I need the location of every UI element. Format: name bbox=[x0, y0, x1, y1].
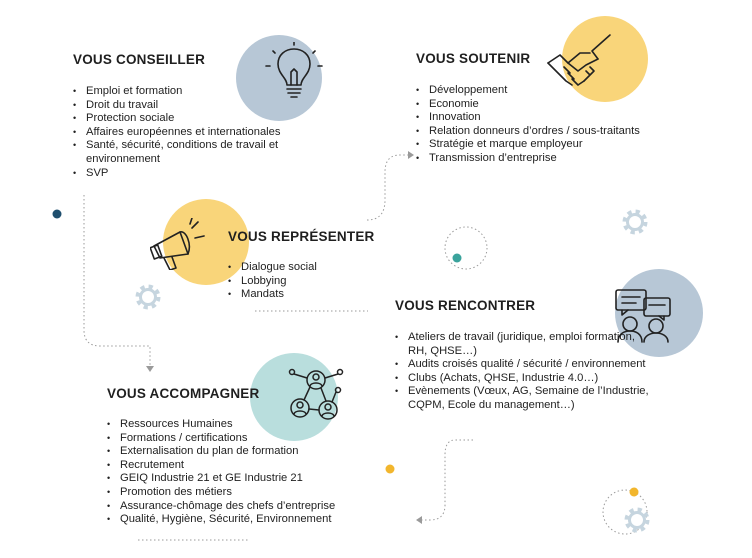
navy-dot bbox=[53, 210, 62, 219]
arrowhead bbox=[146, 366, 154, 372]
list-item: • Stratégie et marque employeur bbox=[416, 138, 716, 152]
megaphone-icon bbox=[150, 218, 208, 270]
connector-conseiller-accompagner bbox=[84, 195, 150, 368]
list-item: • Assurance-chômage des chefs d’entreprise bbox=[107, 500, 387, 514]
conseiller-title: VOUS CONSEILLER bbox=[73, 52, 206, 67]
list-item: • Formations / certifications bbox=[107, 432, 387, 446]
network-people-icon bbox=[286, 364, 344, 426]
list-item: • Protection sociale bbox=[73, 112, 318, 126]
list-item: • Innovation bbox=[416, 111, 716, 125]
list-item: • Affaires européennes et internationales bbox=[73, 126, 318, 140]
soutenir-list bbox=[416, 84, 716, 166]
list-item: • Promotion des métiers bbox=[107, 486, 387, 500]
conseiller-list bbox=[73, 85, 318, 180]
list-item: • Clubs (Achats, QHSE, Industrie 4.0…) bbox=[395, 372, 655, 386]
list-item: • Lobbying bbox=[228, 275, 368, 289]
connector-representer-soutenir bbox=[367, 155, 410, 220]
list-item: • Evènements (Vœux, AG, Semaine de l’Industrie, CQPM, Ecole du management…) bbox=[395, 385, 655, 412]
list-item: • Economie bbox=[416, 98, 716, 112]
list-item: • Ressources Humaines bbox=[107, 418, 387, 432]
gear-icon bbox=[627, 510, 647, 530]
list-item: • Audits croisés qualité / sécurité / environnement bbox=[395, 358, 655, 372]
list-item: • Qualité, Hygiène, Sécurité, Environnement bbox=[107, 513, 387, 527]
list-item: • Santé, sécurité, conditions de travail et environnement bbox=[73, 139, 318, 166]
rencontrer-title: VOUS RENCONTRER bbox=[395, 298, 536, 313]
arrowhead bbox=[408, 151, 414, 159]
accompagner-title: VOUS ACCOMPAGNER bbox=[107, 386, 260, 401]
list-item: • Relation donneurs d’ordres / sous-traitants bbox=[416, 125, 716, 139]
dotted-circle bbox=[445, 227, 487, 269]
representer-list bbox=[228, 261, 368, 302]
arrowhead bbox=[416, 516, 422, 524]
rencontrer-list bbox=[395, 331, 655, 413]
accompagner-list bbox=[107, 418, 387, 527]
list-item: • SVP bbox=[73, 167, 318, 181]
list-item: • Ateliers de travail (juridique, emploi formation, RH, QHSE…) bbox=[395, 331, 655, 358]
list-item: • Droit du travail bbox=[73, 99, 318, 113]
gear-icon bbox=[138, 287, 158, 307]
list-item: • Mandats bbox=[228, 288, 368, 302]
list-item: • Transmission d’entreprise bbox=[416, 152, 716, 166]
connector-rencontrer-accompagner bbox=[420, 440, 473, 520]
gold-dot bbox=[630, 488, 639, 497]
list-item: • Externalisation du plan de formation bbox=[107, 445, 387, 459]
representer-title: VOUS REPRÉSENTER bbox=[228, 229, 375, 244]
list-item: • Développement bbox=[416, 84, 716, 98]
list-item: • Dialogue social bbox=[228, 261, 368, 275]
gear-icon bbox=[625, 212, 645, 232]
soutenir-title: VOUS SOUTENIR bbox=[416, 51, 531, 66]
list-item: • GEIQ Industrie 21 et GE Industrie 21 bbox=[107, 472, 387, 486]
teal-dot bbox=[453, 254, 462, 263]
list-item: • Emploi et formation bbox=[73, 85, 318, 99]
list-item: • Recrutement bbox=[107, 459, 387, 473]
